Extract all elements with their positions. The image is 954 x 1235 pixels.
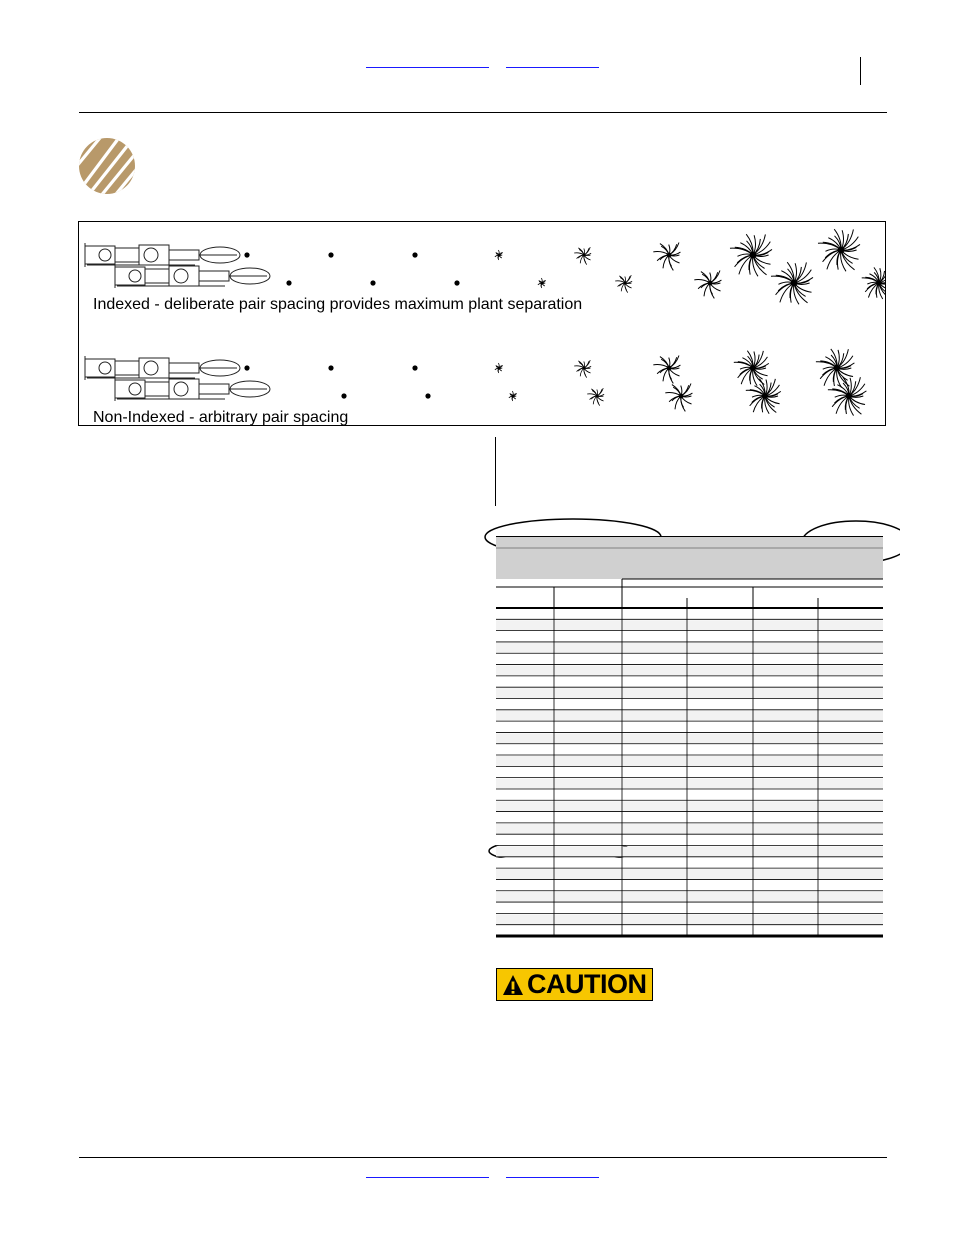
- planter-nonindexed-row2: [115, 377, 270, 401]
- seed: [454, 280, 459, 285]
- spacing-table: [496, 536, 883, 938]
- plant: [495, 363, 503, 373]
- plant: [538, 278, 546, 288]
- plant: [734, 351, 769, 386]
- plant: [653, 242, 680, 270]
- planter-indexed-row2: [115, 264, 270, 288]
- caution-text: CAUTION: [527, 969, 647, 999]
- seed: [412, 252, 417, 257]
- caption-nonindexed: Non-Indexed - arbitrary pair spacing: [93, 409, 349, 426]
- caption-indexed: Indexed - deliberate pair spacing provides maximum plant separation: [93, 296, 583, 313]
- seed: [370, 280, 375, 285]
- table-title-band: [496, 536, 883, 579]
- seed-spacing-illustration: [79, 222, 886, 426]
- plant: [771, 262, 813, 304]
- plant: [816, 349, 855, 388]
- seed: [328, 365, 333, 370]
- plant: [509, 391, 517, 401]
- plant: [574, 247, 591, 264]
- column-divider: [495, 437, 496, 506]
- planter-indexed-row1: [85, 243, 240, 267]
- seed: [425, 393, 430, 398]
- footer-link-2[interactable]: [506, 1177, 599, 1178]
- header-rule: [79, 112, 887, 113]
- seed-spacing-figure: [78, 221, 886, 426]
- seed: [412, 365, 417, 370]
- header-page-divider: [860, 57, 861, 85]
- plant: [818, 229, 860, 271]
- footer-link-1[interactable]: [366, 1177, 489, 1178]
- plant: [495, 250, 503, 260]
- plant: [665, 383, 692, 411]
- seed: [328, 252, 333, 257]
- logo-icon: [78, 137, 136, 195]
- warning-triangle-icon: [502, 974, 524, 996]
- plant: [587, 388, 604, 405]
- plant: [653, 355, 680, 383]
- seed: [244, 252, 249, 257]
- seed: [244, 365, 249, 370]
- plant: [574, 360, 591, 377]
- seed: [341, 393, 346, 398]
- plant: [694, 270, 721, 298]
- caution-label: [496, 968, 653, 1001]
- plant: [862, 267, 886, 299]
- footer-rule: [79, 1157, 887, 1158]
- header-link-1[interactable]: [366, 67, 489, 68]
- header-link-2[interactable]: [506, 67, 599, 68]
- planter-nonindexed-row1: [85, 356, 240, 380]
- plant: [730, 234, 772, 276]
- seed: [286, 280, 291, 285]
- plant: [615, 275, 632, 292]
